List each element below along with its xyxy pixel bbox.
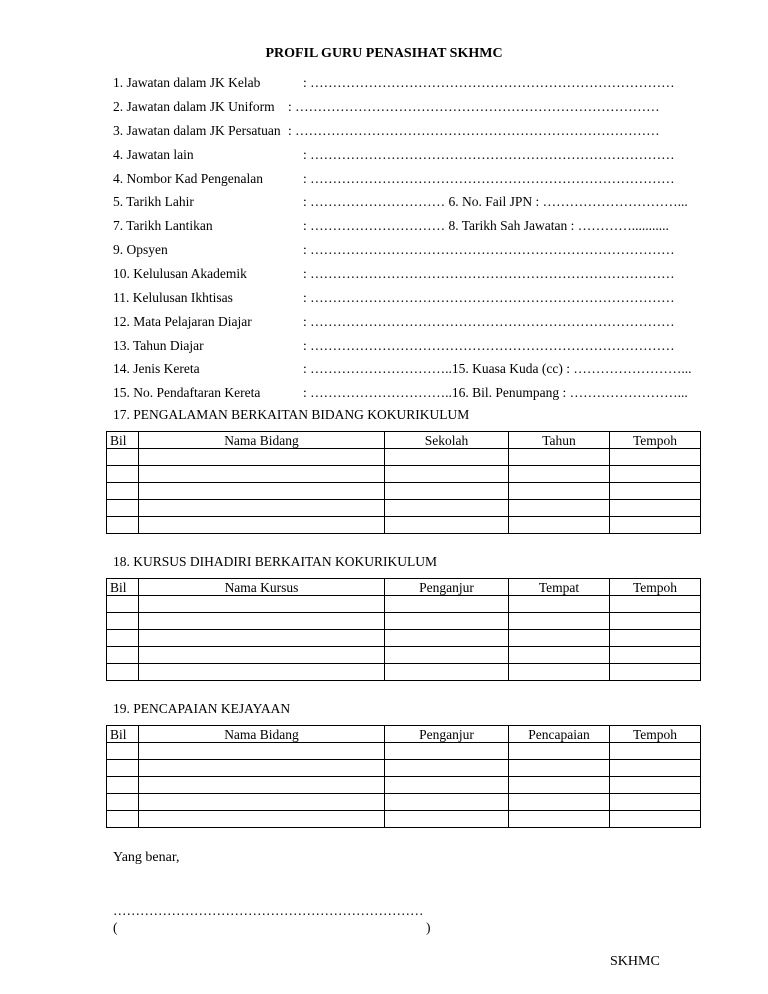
column-header-penganjur: Penganjur	[385, 726, 509, 743]
table-cell[interactable]	[509, 664, 610, 681]
field-label: 3. Jawatan dalam JK Persatuan	[113, 123, 281, 138]
field-value-line[interactable]: : ………………………………………………………………………	[303, 171, 675, 186]
table-cell[interactable]	[385, 517, 509, 534]
column-header-bil: Bil	[107, 432, 139, 449]
table-body	[107, 449, 701, 534]
table-cell[interactable]	[509, 630, 610, 647]
table-cell[interactable]	[107, 483, 139, 500]
field-value-line[interactable]: : ………………………… 8. Tarikh Sah Jawatan : …………...........	[303, 218, 669, 233]
table-cell[interactable]	[610, 466, 701, 483]
table-row	[107, 794, 701, 811]
table-cell[interactable]	[385, 483, 509, 500]
table-body	[107, 743, 701, 828]
table-row	[107, 811, 701, 828]
name-paren-close: )	[426, 920, 431, 935]
table-cell[interactable]	[509, 777, 610, 794]
column-header-nama-bidang: Nama Bidang	[139, 726, 385, 743]
table-cell[interactable]	[509, 466, 610, 483]
table-row	[107, 630, 701, 647]
table-cell[interactable]	[509, 500, 610, 517]
table-cell[interactable]	[107, 794, 139, 811]
table-cell[interactable]	[610, 517, 701, 534]
table-cell[interactable]	[107, 449, 139, 466]
table-cell[interactable]	[385, 466, 509, 483]
field-label: 14. Jenis Kereta	[113, 361, 200, 376]
table-cell[interactable]	[139, 630, 385, 647]
table-row	[107, 596, 701, 613]
table-row	[107, 743, 701, 760]
field-label: 13. Tahun Diajar	[113, 338, 204, 353]
table-cell[interactable]	[107, 647, 139, 664]
table-cell[interactable]	[509, 449, 610, 466]
field-label: 10. Kelulusan Akademik	[113, 266, 247, 281]
field-label: 1. Jawatan dalam JK Kelab	[113, 75, 261, 90]
table-row	[107, 760, 701, 777]
table-pencapaian-kejayaan	[106, 725, 701, 828]
table-cell[interactable]	[107, 760, 139, 777]
table-cell[interactable]	[139, 760, 385, 777]
field-value-line[interactable]: : ………………………………………………………………………	[303, 266, 675, 281]
field-value-line[interactable]: : ………………………… 6. No. Fail JPN : …………………………...	[303, 194, 688, 209]
table-cell[interactable]	[107, 743, 139, 760]
table-cell[interactable]	[610, 596, 701, 613]
table-cell[interactable]	[610, 743, 701, 760]
column-header-nama-bidang: Nama Bidang	[139, 432, 385, 449]
table-cell[interactable]	[107, 613, 139, 630]
field-value-line[interactable]: : ………………………………………………………………………	[288, 123, 660, 138]
table-cell[interactable]	[385, 596, 509, 613]
table-cell[interactable]	[385, 664, 509, 681]
field-value-line[interactable]: : ………………………………………………………………………	[303, 147, 675, 162]
section-17-heading: 17. PENGALAMAN BERKAITAN BIDANG KOKURIKULUM	[113, 407, 470, 422]
table-cell[interactable]	[107, 466, 139, 483]
table-cell[interactable]	[509, 743, 610, 760]
table-cell[interactable]	[385, 647, 509, 664]
table-row	[107, 483, 701, 500]
table-row	[107, 647, 701, 664]
table-cell[interactable]	[107, 517, 139, 534]
closing-text: Yang benar,	[113, 850, 180, 865]
section-19-heading: 19. PENCAPAIAN KEJAYAAN	[113, 701, 291, 716]
table-cell[interactable]	[610, 777, 701, 794]
footer-label: SKHMC	[610, 954, 660, 969]
field-value-line[interactable]: : …………………………..15. Kuasa Kuda (cc) : ……………………...	[303, 361, 692, 376]
table-cell[interactable]	[139, 777, 385, 794]
table-cell[interactable]	[509, 613, 610, 630]
table-cell[interactable]	[610, 647, 701, 664]
table-cell[interactable]	[509, 517, 610, 534]
table-row	[107, 466, 701, 483]
field-value-line[interactable]: : ………………………………………………………………………	[303, 242, 675, 257]
table-cell[interactable]	[509, 483, 610, 500]
field-label: 9. Opsyen	[113, 242, 168, 257]
field-label: 4. Nombor Kad Pengenalan	[113, 171, 263, 186]
table-cell[interactable]	[107, 777, 139, 794]
table-cell[interactable]	[509, 811, 610, 828]
table-row	[107, 777, 701, 794]
page-title: PROFIL GURU PENASIHAT SKHMC	[265, 46, 503, 61]
column-header-bil: Bil	[107, 726, 139, 743]
table-cell[interactable]	[385, 630, 509, 647]
table-cell[interactable]	[610, 664, 701, 681]
table-cell[interactable]	[509, 794, 610, 811]
column-header-bil: Bil	[107, 579, 139, 596]
table-cell[interactable]	[509, 647, 610, 664]
table-body	[107, 596, 701, 681]
table-cell[interactable]	[139, 647, 385, 664]
table-cell[interactable]	[610, 760, 701, 777]
column-header-penganjur: Penganjur	[385, 579, 509, 596]
field-value-line[interactable]: : …………………………..16. Bil. Penumpang : ……………………...	[303, 385, 688, 400]
table-cell[interactable]	[385, 760, 509, 777]
table-cell[interactable]	[610, 811, 701, 828]
column-header-tahun: Tahun	[509, 432, 610, 449]
table-cell[interactable]	[139, 596, 385, 613]
table-row	[107, 500, 701, 517]
column-header-tempoh: Tempoh	[610, 579, 701, 596]
field-label: 7. Tarikh Lantikan	[113, 218, 213, 233]
field-value-line[interactable]: : ………………………………………………………………………	[303, 314, 675, 329]
table-cell[interactable]	[509, 760, 610, 777]
column-header-nama-kursus: Nama Kursus	[139, 579, 385, 596]
table-cell[interactable]	[385, 777, 509, 794]
table-kursus-dihadiri	[106, 578, 701, 681]
table-cell[interactable]	[610, 449, 701, 466]
table-cell[interactable]	[139, 811, 385, 828]
table-cell[interactable]	[610, 483, 701, 500]
column-header-tempoh: Tempoh	[610, 432, 701, 449]
table-cell[interactable]	[139, 500, 385, 517]
table-cell[interactable]	[139, 517, 385, 534]
table-cell[interactable]	[139, 613, 385, 630]
table-cell[interactable]	[509, 596, 610, 613]
field-label: 15. No. Pendaftaran Kereta	[113, 385, 261, 400]
table-cell[interactable]	[107, 664, 139, 681]
table-cell[interactable]	[139, 743, 385, 760]
field-value-line[interactable]: : ………………………………………………………………………	[303, 290, 675, 305]
table-cell[interactable]	[139, 664, 385, 681]
field-label: 4. Jawatan lain	[113, 147, 194, 162]
field-label: 11. Kelulusan Ikhtisas	[113, 290, 233, 305]
column-header-pencapaian: Pencapaian	[509, 726, 610, 743]
table-row	[107, 449, 701, 466]
column-header-sekolah: Sekolah	[385, 432, 509, 449]
table-cell[interactable]	[107, 596, 139, 613]
table-cell[interactable]	[139, 466, 385, 483]
field-label: 2. Jawatan dalam JK Uniform	[113, 99, 275, 114]
table-cell[interactable]	[139, 794, 385, 811]
table-cell[interactable]	[610, 500, 701, 517]
table-cell[interactable]	[385, 743, 509, 760]
signature-line: ……………………………………………………………	[113, 903, 424, 918]
table-cell[interactable]	[385, 500, 509, 517]
field-value-line[interactable]: : ………………………………………………………………………	[303, 75, 675, 90]
table-cell[interactable]	[139, 483, 385, 500]
table-cell[interactable]	[385, 794, 509, 811]
table-cell[interactable]	[610, 613, 701, 630]
name-paren-open: (	[113, 920, 118, 935]
table-cell[interactable]	[385, 449, 509, 466]
table-cell[interactable]	[107, 500, 139, 517]
table-cell[interactable]	[107, 630, 139, 647]
table-cell[interactable]	[385, 613, 509, 630]
field-label: 5. Tarikh Lahir	[113, 194, 194, 209]
table-kokurikulum-experience	[106, 431, 701, 534]
table-row	[107, 517, 701, 534]
table-cell[interactable]	[107, 811, 139, 828]
field-value-line[interactable]: : ………………………………………………………………………	[288, 99, 660, 114]
field-label: 12. Mata Pelajaran Diajar	[113, 314, 252, 329]
table-cell[interactable]	[139, 449, 385, 466]
table-row	[107, 664, 701, 681]
column-header-tempoh: Tempoh	[610, 726, 701, 743]
table-cell[interactable]	[610, 794, 701, 811]
section-18-heading: 18. KURSUS DIHADIRI BERKAITAN KOKURIKULUM	[113, 554, 438, 569]
field-value-line[interactable]: : ………………………………………………………………………	[303, 338, 675, 353]
table-cell[interactable]	[385, 811, 509, 828]
table-row	[107, 613, 701, 630]
table-cell[interactable]	[610, 630, 701, 647]
column-header-tempat: Tempat	[509, 579, 610, 596]
